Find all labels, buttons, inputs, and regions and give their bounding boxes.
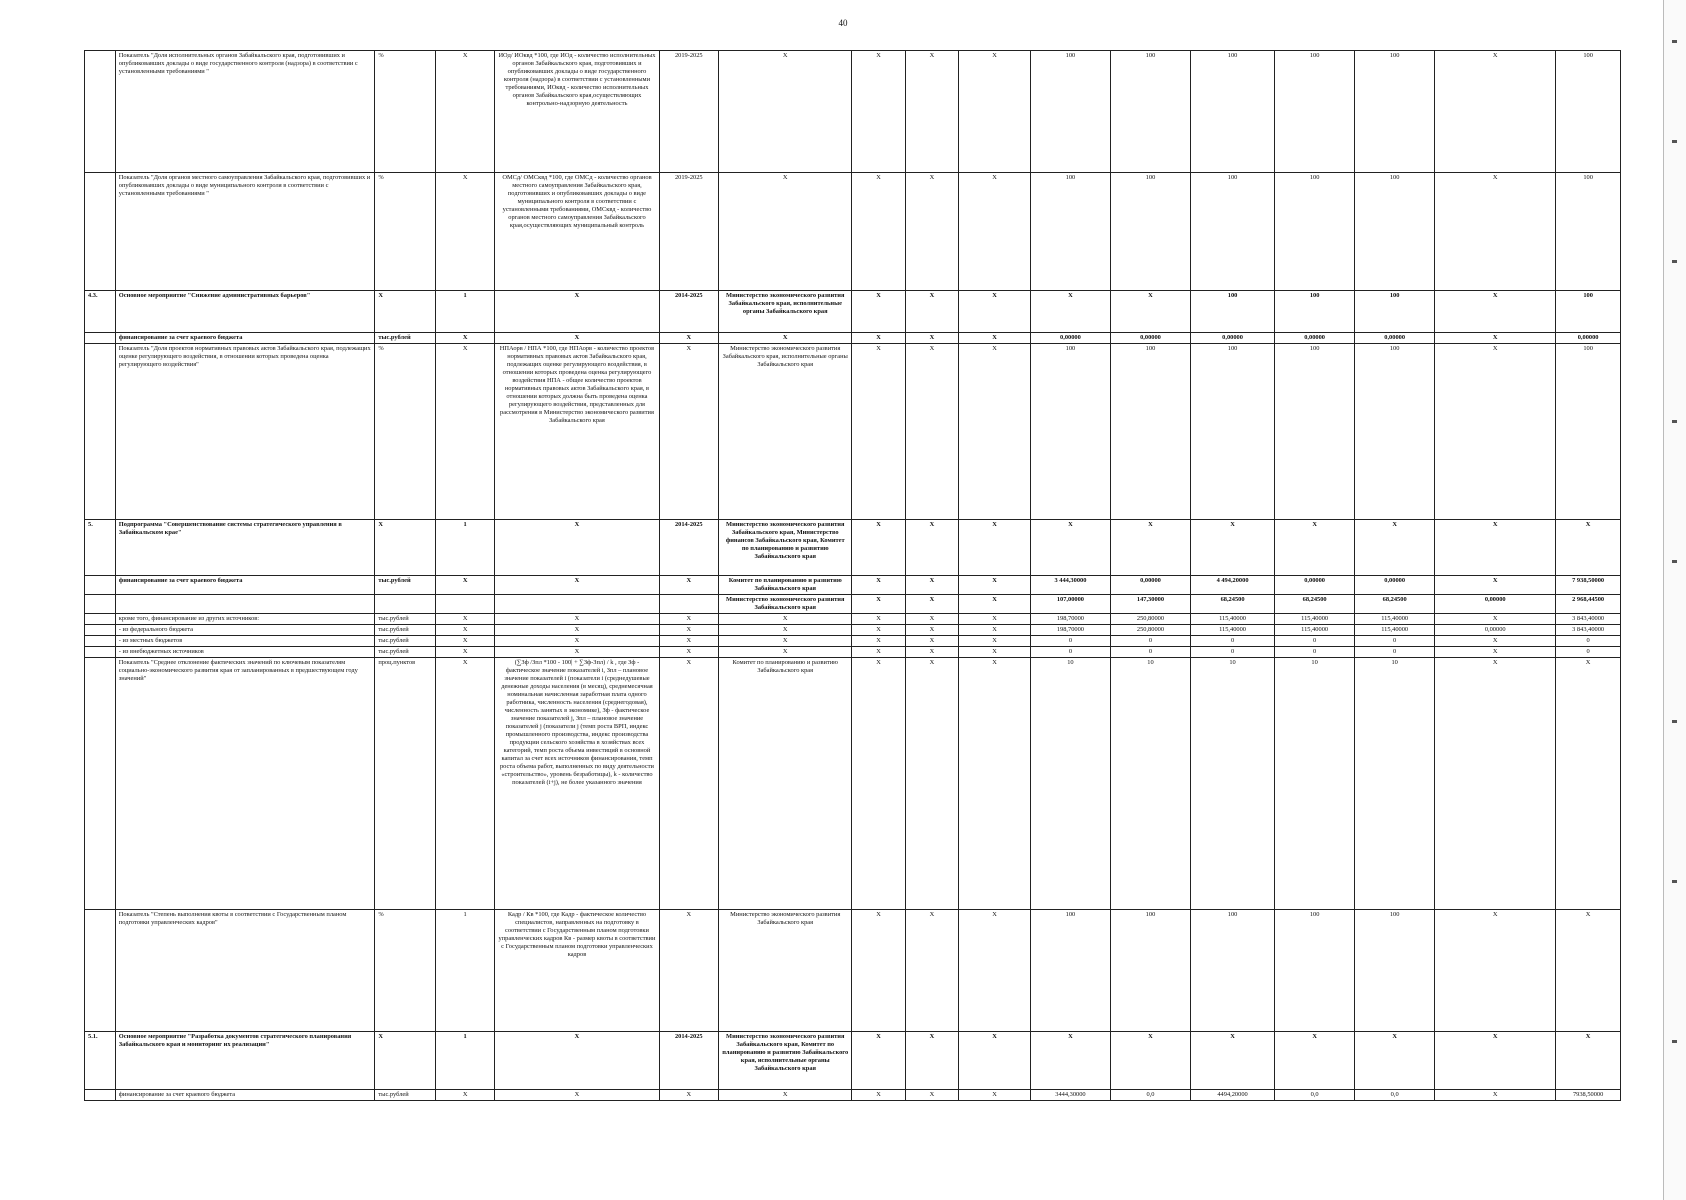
cell-y2021: 0 — [1030, 647, 1110, 658]
cell-period: 2014-2025 — [659, 1032, 719, 1090]
cell-y2015: X — [905, 625, 958, 636]
cell-executor: Министерство экономического развития Забайкальского края, Министерство финансов Забайкальского края, Комитет по планированию и развитию Забайкальского края — [719, 520, 852, 576]
cell-weight: X — [435, 614, 495, 625]
cell-y2022: X — [1110, 1032, 1190, 1090]
cell-name: Показатель "Доля органов местного самоуправления Забайкальского края, подготовивших и опубликовавших доклады о виде муниципального контроля в соответствии с установленными требованиями " — [115, 173, 375, 291]
cell-y2025: 0,0 — [1355, 1090, 1435, 1101]
cell-y2026: X — [1435, 1032, 1556, 1090]
cell-y2022: 100 — [1110, 910, 1190, 1032]
cell-method: ИОд/ ИОквд *100, где ИОд - количество исполнительных органов Забайкальского края, подготовивших и опубликовавших доклады о виде государственного контроля (надзора) в соответствии с установленными требованиями, ИОквд - количество исполнительных органов Забайкальского края,осуществляющих контрольно-надзорную деятельность — [495, 51, 659, 173]
cell-y2015: X — [905, 51, 958, 173]
table-row — [85, 1090, 1621, 1101]
cell-period: X — [659, 647, 719, 658]
cell-method — [495, 595, 659, 614]
cell-y2021: 198,70000 — [1030, 625, 1110, 636]
cell-y2025: 10 — [1355, 658, 1435, 910]
cell-method: X — [495, 520, 659, 576]
cell-y2015: X — [905, 344, 958, 520]
cell-executor: X — [719, 333, 852, 344]
cell-y2022: 250,80000 — [1110, 614, 1190, 625]
cell-y2022: X — [1110, 520, 1190, 576]
cell-y2024: 0,00000 — [1275, 576, 1355, 595]
cell-name: Основное мероприятие "Разработка документов стратегического планирования Забайкальского края и мониторинг их реализации" — [115, 1032, 375, 1090]
cell-total: 0 — [1556, 636, 1621, 647]
cell-total: X — [1556, 658, 1621, 910]
cell-executor: Министерство экономического развития Забайкальского края — [719, 910, 852, 1032]
cell-y2021: 3444,30000 — [1030, 1090, 1110, 1101]
cell-y2014: X — [852, 173, 905, 291]
cell-executor: Комитет по планированию и развитию Забайкальского края — [719, 658, 852, 910]
cell-y2016: X — [959, 51, 1031, 173]
cell-num — [85, 636, 116, 647]
cell-y2016: X — [959, 625, 1031, 636]
cell-y2015: X — [905, 910, 958, 1032]
cell-y2024: X — [1275, 520, 1355, 576]
cell-y2021: 100 — [1030, 910, 1110, 1032]
cell-y2025: 100 — [1355, 173, 1435, 291]
cell-y2025: 100 — [1355, 344, 1435, 520]
cell-y2023: 100 — [1190, 910, 1274, 1032]
cell-y2026: X — [1435, 614, 1556, 625]
cell-y2016: X — [959, 520, 1031, 576]
cell-weight: X — [435, 576, 495, 595]
cell-period — [659, 595, 719, 614]
cell-y2023: 4494,20000 — [1190, 1090, 1274, 1101]
table-row — [85, 173, 1621, 291]
cell-unit: тыс.рублей — [375, 614, 436, 625]
cell-executor: Министерство экономического развития Забайкальского края — [719, 595, 852, 614]
cell-y2026: X — [1435, 647, 1556, 658]
cell-unit: X — [375, 291, 436, 333]
cell-total: 100 — [1556, 291, 1621, 333]
cell-y2023: 100 — [1190, 291, 1274, 333]
cell-y2024: 68,24500 — [1275, 595, 1355, 614]
cell-y2015: X — [905, 658, 958, 910]
cell-y2023: 0,00000 — [1190, 333, 1274, 344]
cell-y2014: X — [852, 910, 905, 1032]
cell-y2022: 0,0 — [1110, 1090, 1190, 1101]
table-row — [85, 51, 1621, 173]
cell-period: X — [659, 614, 719, 625]
cell-weight: X — [435, 636, 495, 647]
cell-y2022: X — [1110, 291, 1190, 333]
cell-executor: Министерство экономического развития Забайкальского края, Комитет по планированию и развитию Забайкальского края, исполнительные органы Забайкальского края — [719, 1032, 852, 1090]
cell-y2022: 0 — [1110, 636, 1190, 647]
cell-y2026: X — [1435, 520, 1556, 576]
cell-y2025: 0,00000 — [1355, 576, 1435, 595]
cell-y2016: X — [959, 1032, 1031, 1090]
cell-period: X — [659, 333, 719, 344]
cell-name: финансирование за счет краевого бюджета — [115, 333, 375, 344]
cell-total: 0 — [1556, 647, 1621, 658]
program-table — [84, 50, 1621, 1101]
cell-num — [85, 614, 116, 625]
cell-num — [85, 595, 116, 614]
cell-total: 2 968,44500 — [1556, 595, 1621, 614]
cell-total: X — [1556, 910, 1621, 1032]
cell-y2014: X — [852, 520, 905, 576]
cell-y2015: X — [905, 1032, 958, 1090]
cell-y2021: 100 — [1030, 173, 1110, 291]
cell-weight — [435, 595, 495, 614]
cell-y2022: 0 — [1110, 647, 1190, 658]
table-row — [85, 614, 1621, 625]
cell-name: финансирование за счет краевого бюджета — [115, 1090, 375, 1101]
cell-y2026: 0,00000 — [1435, 625, 1556, 636]
cell-y2014: X — [852, 51, 905, 173]
cell-name: кроме того, финансирование из других источников: — [115, 614, 375, 625]
cell-name — [115, 595, 375, 614]
cell-total: X — [1556, 520, 1621, 576]
cell-y2014: X — [852, 625, 905, 636]
cell-executor: Министерство экономического развития Забайкальского края, исполнительные органы Забайкальского края — [719, 291, 852, 333]
cell-period: X — [659, 625, 719, 636]
cell-y2016: X — [959, 658, 1031, 910]
cell-y2015: X — [905, 291, 958, 333]
cell-y2023: 100 — [1190, 173, 1274, 291]
cell-weight: X — [435, 344, 495, 520]
cell-y2026: X — [1435, 51, 1556, 173]
cell-y2023: X — [1190, 520, 1274, 576]
cell-y2023: 68,24500 — [1190, 595, 1274, 614]
cell-y2024: 10 — [1275, 658, 1355, 910]
cell-executor: X — [719, 647, 852, 658]
table-row — [85, 291, 1621, 333]
table-row — [85, 1032, 1621, 1090]
cell-y2022: 0,00000 — [1110, 576, 1190, 595]
cell-y2021: X — [1030, 1032, 1110, 1090]
cell-name: - из внебюджетных источников — [115, 647, 375, 658]
cell-y2026: X — [1435, 658, 1556, 910]
cell-unit: % — [375, 910, 436, 1032]
cell-y2016: X — [959, 291, 1031, 333]
cell-executor: X — [719, 614, 852, 625]
cell-name: Показатель "Доля проектов нормативных правовых актов Забайкальского края, подлежащих оценке регулирующего воздействия, в отношении которых проведена оценка регулирующего воздействия" — [115, 344, 375, 520]
cell-y2022: 100 — [1110, 51, 1190, 173]
table-row — [85, 910, 1621, 1032]
cell-method: X — [495, 625, 659, 636]
cell-y2026: 0,00000 — [1435, 595, 1556, 614]
cell-period: 2019-2025 — [659, 173, 719, 291]
cell-num — [85, 344, 116, 520]
cell-y2016: X — [959, 647, 1031, 658]
cell-y2014: X — [852, 291, 905, 333]
cell-y2016: X — [959, 910, 1031, 1032]
cell-method: X — [495, 333, 659, 344]
cell-y2024: 100 — [1275, 910, 1355, 1032]
cell-num: 5. — [85, 520, 116, 576]
cell-total: X — [1556, 1032, 1621, 1090]
cell-weight: 1 — [435, 1032, 495, 1090]
cell-y2015: X — [905, 647, 958, 658]
cell-num: 5.1. — [85, 1032, 116, 1090]
cell-name: Показатель "Среднее отклонение фактических значений по ключевым показателям социально-экономического развития края от запланированных в предшествующем году значений" — [115, 658, 375, 910]
cell-y2023: 10 — [1190, 658, 1274, 910]
cell-unit: проц.пунктов — [375, 658, 436, 910]
cell-y2022: 100 — [1110, 173, 1190, 291]
cell-y2015: X — [905, 614, 958, 625]
cell-y2026: X — [1435, 636, 1556, 647]
cell-y2021: 3 444,30000 — [1030, 576, 1110, 595]
cell-y2025: 100 — [1355, 291, 1435, 333]
cell-y2016: X — [959, 1090, 1031, 1101]
cell-y2022: 250,80000 — [1110, 625, 1190, 636]
cell-y2021: 107,00000 — [1030, 595, 1110, 614]
cell-y2014: X — [852, 1090, 905, 1101]
cell-method: X — [495, 291, 659, 333]
cell-y2015: X — [905, 636, 958, 647]
cell-y2021: 198,70000 — [1030, 614, 1110, 625]
cell-y2024: 100 — [1275, 344, 1355, 520]
cell-weight: X — [435, 625, 495, 636]
cell-weight: X — [435, 658, 495, 910]
cell-y2016: X — [959, 173, 1031, 291]
cell-y2022: 100 — [1110, 344, 1190, 520]
cell-num — [85, 647, 116, 658]
cell-executor: X — [719, 51, 852, 173]
cell-y2026: X — [1435, 1090, 1556, 1101]
cell-y2024: 0 — [1275, 647, 1355, 658]
scan-edge-strip — [1663, 0, 1686, 1200]
cell-period: 2014-2025 — [659, 291, 719, 333]
cell-method: Кадр / Кв *100, где Кадр - фактическое количество специалистов, направленных на подготовку в соответствии с Государственным планом подготовки управленческих кадров Кв - размер квоты в соответствии с Государственным планом подготовки управленческих кадров — [495, 910, 659, 1032]
cell-y2024: 100 — [1275, 173, 1355, 291]
cell-executor: X — [719, 625, 852, 636]
table-row — [85, 595, 1621, 614]
cell-y2014: X — [852, 658, 905, 910]
cell-y2024: 115,40000 — [1275, 625, 1355, 636]
cell-num — [85, 625, 116, 636]
cell-period: X — [659, 576, 719, 595]
cell-period: X — [659, 636, 719, 647]
cell-y2025: 115,40000 — [1355, 614, 1435, 625]
cell-y2022: 147,30000 — [1110, 595, 1190, 614]
cell-weight: X — [435, 333, 495, 344]
cell-name: - из местных бюджетов — [115, 636, 375, 647]
cell-y2024: 100 — [1275, 51, 1355, 173]
cell-y2025: 0 — [1355, 647, 1435, 658]
cell-y2021: 100 — [1030, 51, 1110, 173]
cell-y2021: 0 — [1030, 636, 1110, 647]
cell-y2026: X — [1435, 910, 1556, 1032]
table-row — [85, 625, 1621, 636]
cell-weight: 1 — [435, 520, 495, 576]
cell-total: 7 938,50000 — [1556, 576, 1621, 595]
cell-y2016: X — [959, 333, 1031, 344]
cell-y2023: 115,40000 — [1190, 625, 1274, 636]
cell-y2024: X — [1275, 1032, 1355, 1090]
cell-method: X — [495, 1090, 659, 1101]
cell-y2023: 100 — [1190, 51, 1274, 173]
cell-y2021: 10 — [1030, 658, 1110, 910]
cell-period: X — [659, 1090, 719, 1101]
cell-method: X — [495, 647, 659, 658]
cell-y2024: 0,0 — [1275, 1090, 1355, 1101]
cell-weight: 1 — [435, 910, 495, 1032]
cell-y2025: 100 — [1355, 910, 1435, 1032]
cell-num — [85, 910, 116, 1032]
cell-y2014: X — [852, 595, 905, 614]
cell-y2015: X — [905, 595, 958, 614]
table-row — [85, 344, 1621, 520]
cell-weight: X — [435, 173, 495, 291]
cell-y2016: X — [959, 344, 1031, 520]
cell-y2015: X — [905, 333, 958, 344]
cell-unit — [375, 595, 436, 614]
cell-method: X — [495, 576, 659, 595]
cell-unit: % — [375, 344, 436, 520]
cell-num — [85, 658, 116, 910]
cell-y2022: 10 — [1110, 658, 1190, 910]
cell-y2023: X — [1190, 1032, 1274, 1090]
cell-y2026: X — [1435, 173, 1556, 291]
cell-y2025: X — [1355, 520, 1435, 576]
cell-y2023: 115,40000 — [1190, 614, 1274, 625]
cell-weight: 1 — [435, 291, 495, 333]
cell-y2014: X — [852, 647, 905, 658]
cell-y2014: X — [852, 636, 905, 647]
cell-y2016: X — [959, 576, 1031, 595]
cell-method: X — [495, 614, 659, 625]
cell-executor: Министерство экономического развития Забайкальского края, исполнительные органы Забайкальского края — [719, 344, 852, 520]
cell-y2014: X — [852, 333, 905, 344]
cell-method: X — [495, 636, 659, 647]
cell-y2026: X — [1435, 291, 1556, 333]
cell-total: 0,00000 — [1556, 333, 1621, 344]
cell-num — [85, 333, 116, 344]
cell-y2015: X — [905, 520, 958, 576]
cell-period: 2014-2025 — [659, 520, 719, 576]
cell-executor: X — [719, 173, 852, 291]
table-row — [85, 636, 1621, 647]
cell-num — [85, 576, 116, 595]
cell-executor: X — [719, 1090, 852, 1101]
cell-y2024: 100 — [1275, 291, 1355, 333]
cell-y2021: 0,00000 — [1030, 333, 1110, 344]
cell-method: НПАорв / НПА *100, где НПАорв - количество проектов нормативных правовых актов Забайкальского края, подлежащих оценке регулирующего воздействия, в отношении которых проведена оценка регулирующего воздействия НПА - общее количество проектов нормативных правовых актов Забайкальского края, в отношении которых должна быть проведена оценка регулирующего воздействия, представленных для рассмотрения в Министерство экономического развития Забайкальского края — [495, 344, 659, 520]
cell-method: X — [495, 1032, 659, 1090]
cell-y2021: X — [1030, 291, 1110, 333]
cell-unit: тыс.рублей — [375, 576, 436, 595]
cell-num: 4.3. — [85, 291, 116, 333]
cell-y2021: 100 — [1030, 344, 1110, 520]
cell-unit: % — [375, 173, 436, 291]
program-table-body — [85, 51, 1621, 1101]
cell-y2025: X — [1355, 1032, 1435, 1090]
cell-y2016: X — [959, 614, 1031, 625]
cell-y2023: 0 — [1190, 636, 1274, 647]
cell-method: (∑Зф /Зпл *100 - 100| + ∑Зф-Зпл) / k , где Зф - фактическое значение показателей i, Зпл – плановое значение показателей i (показатели i (среднедушевые денежные доходы населения (в месяц), среднемесячная номинальная начисленная заработная плата одного работника, численность населения (среднегодовая), численность занятых в экономике), Зф - фактическое значение показателей j, Зпл – плановое значение показателей j (показатели j (темп роста ВРП, индекс промышленного производства, индекс производства продукции сельского хозяйства в хозяйствах всех категорий, темп роста объема инвестиций в основной капитал за счет всех источников финансирования, темп роста объема работ, выполненных по виду деятельности «строительство», уровень безработицы), k - количество показателей (i+j), не более указанного значения — [495, 658, 659, 910]
cell-y2022: 0,00000 — [1110, 333, 1190, 344]
cell-y2016: X — [959, 595, 1031, 614]
cell-unit: тыс.рублей — [375, 625, 436, 636]
cell-unit: X — [375, 1032, 436, 1090]
cell-y2014: X — [852, 614, 905, 625]
cell-executor: Комитет по планированию и развитию Забайкальского края — [719, 576, 852, 595]
cell-y2016: X — [959, 636, 1031, 647]
cell-y2024: 115,40000 — [1275, 614, 1355, 625]
cell-weight: X — [435, 1090, 495, 1101]
cell-y2015: X — [905, 173, 958, 291]
cell-total: 3 843,40000 — [1556, 625, 1621, 636]
table-row — [85, 520, 1621, 576]
cell-y2015: X — [905, 1090, 958, 1101]
cell-total: 7938,50000 — [1556, 1090, 1621, 1101]
cell-period: X — [659, 658, 719, 910]
cell-y2015: X — [905, 576, 958, 595]
cell-y2025: 68,24500 — [1355, 595, 1435, 614]
table-row — [85, 658, 1621, 910]
cell-unit: X — [375, 520, 436, 576]
cell-method: ОМСд/ ОМСквд *100, где ОМСд - количество органов местного самоуправления Забайкальского края, подготовивших и опубликовавших доклады о виде муниципального контроля в соответствии с установленными требованиями, ОМСквд - количество органов местного самоуправления Забайкальского края,осуществляющих муниципальный контроль — [495, 173, 659, 291]
cell-num — [85, 1090, 116, 1101]
cell-total: 100 — [1556, 344, 1621, 520]
cell-y2026: X — [1435, 576, 1556, 595]
program-table-sheet — [84, 50, 1621, 1125]
cell-name: Показатель "Степень выполнения квоты в соответствии с Государственным планом подготовки управленческих кадров" — [115, 910, 375, 1032]
cell-y2014: X — [852, 344, 905, 520]
cell-unit: тыс.рублей — [375, 636, 436, 647]
cell-total: 3 843,40000 — [1556, 614, 1621, 625]
cell-y2014: X — [852, 576, 905, 595]
cell-y2025: 0 — [1355, 636, 1435, 647]
cell-name: - из федерального бюджета — [115, 625, 375, 636]
cell-name: Основное мероприятие "Снижение административных барьеров" — [115, 291, 375, 333]
cell-y2025: 100 — [1355, 51, 1435, 173]
cell-y2026: X — [1435, 333, 1556, 344]
table-row — [85, 333, 1621, 344]
cell-y2021: X — [1030, 520, 1110, 576]
cell-y2026: X — [1435, 344, 1556, 520]
cell-unit: тыс.рублей — [375, 1090, 436, 1101]
cell-name: финансирование за счет краевого бюджета — [115, 576, 375, 595]
cell-y2023: 4 494,20000 — [1190, 576, 1274, 595]
cell-name: Показатель "Доля исполнительных органов Забайкальского края, подготовивших и опубликовавших доклады о виде государственного контроля (надзора) в соответствии с установленными требованиями " — [115, 51, 375, 173]
page-number: 40 — [838, 18, 848, 28]
cell-unit: % — [375, 51, 436, 173]
cell-period: X — [659, 910, 719, 1032]
cell-executor: X — [719, 636, 852, 647]
cell-y2023: 0 — [1190, 647, 1274, 658]
cell-unit: тыс.рублей — [375, 647, 436, 658]
cell-y2025: 115,40000 — [1355, 625, 1435, 636]
cell-unit: тыс.рублей — [375, 333, 436, 344]
cell-y2024: 0,00000 — [1275, 333, 1355, 344]
cell-total: 100 — [1556, 51, 1621, 173]
cell-y2014: X — [852, 1032, 905, 1090]
cell-weight: X — [435, 647, 495, 658]
cell-num — [85, 51, 116, 173]
cell-y2025: 0,00000 — [1355, 333, 1435, 344]
cell-period: 2019-2025 — [659, 51, 719, 173]
cell-total: 100 — [1556, 173, 1621, 291]
table-row — [85, 576, 1621, 595]
cell-weight: X — [435, 51, 495, 173]
cell-y2024: 0 — [1275, 636, 1355, 647]
cell-y2023: 100 — [1190, 344, 1274, 520]
cell-name: Подпрограмма "Совершенствование системы стратегического управления в Забайкальском крае" — [115, 520, 375, 576]
cell-num — [85, 173, 116, 291]
cell-period: X — [659, 344, 719, 520]
table-row — [85, 647, 1621, 658]
